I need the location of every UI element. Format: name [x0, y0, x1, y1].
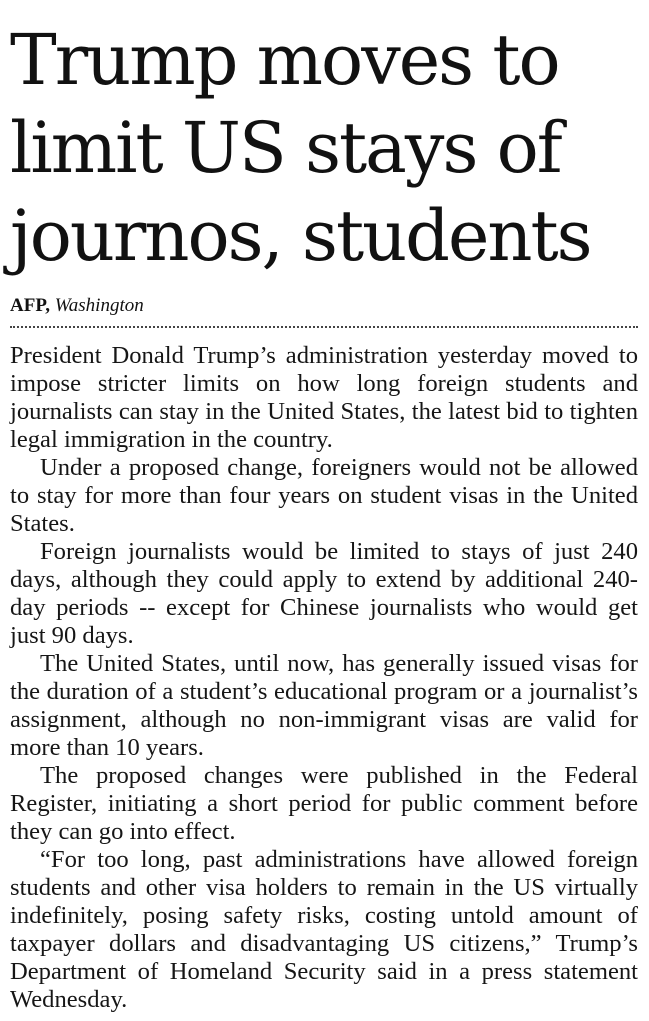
news-article: [10, 0, 638, 1014]
body-paragraph: The United States, until now, has generally issued visas for the duration of a student’s educational program or a journalist’s assignment, although no non-immigrant visas are valid for more than 10 years.: [10, 650, 638, 761]
body-paragraph: Under a proposed change, foreigners would not be allowed to stay for more than four years on student visas in the United States.: [10, 454, 638, 537]
byline: [10, 294, 638, 318]
body-paragraph: Foreign journalists would be limited to stays of just 240 days, although they could apply to extend by additional 240-day periods -- except for Chinese journalists who would get just 90 days.: [10, 538, 638, 649]
headline-line: Trump moves to: [10, 19, 559, 101]
byline-dateline: Washington: [54, 295, 144, 316]
dotted-divider: [10, 326, 638, 328]
body-paragraph: “For too long, past administrations have allowed foreign students and other visa holders to remain in the US virtually indefinitely, posing safety risks, costing untold amount of taxpayer dollars and disadvantaging US citizens,” Trump’s Department of Homeland Security said in a press statement Wednesday.: [10, 846, 638, 1013]
headline-line: journos, students: [10, 195, 591, 277]
headline-line: limit US stays of: [10, 107, 561, 189]
article-body: [10, 342, 638, 1014]
byline-agency: AFP,: [10, 295, 50, 316]
body-paragraph: The proposed changes were published in the Federal Register, initiating a short period for public comment before they can go into effect.: [10, 762, 638, 845]
body-paragraph: President Donald Trump’s administration yesterday moved to impose stricter limits on how long foreign students and journalists can stay in the United States, the latest bid to tighten legal immigration in the country.: [10, 342, 638, 453]
headline: [10, 16, 638, 280]
